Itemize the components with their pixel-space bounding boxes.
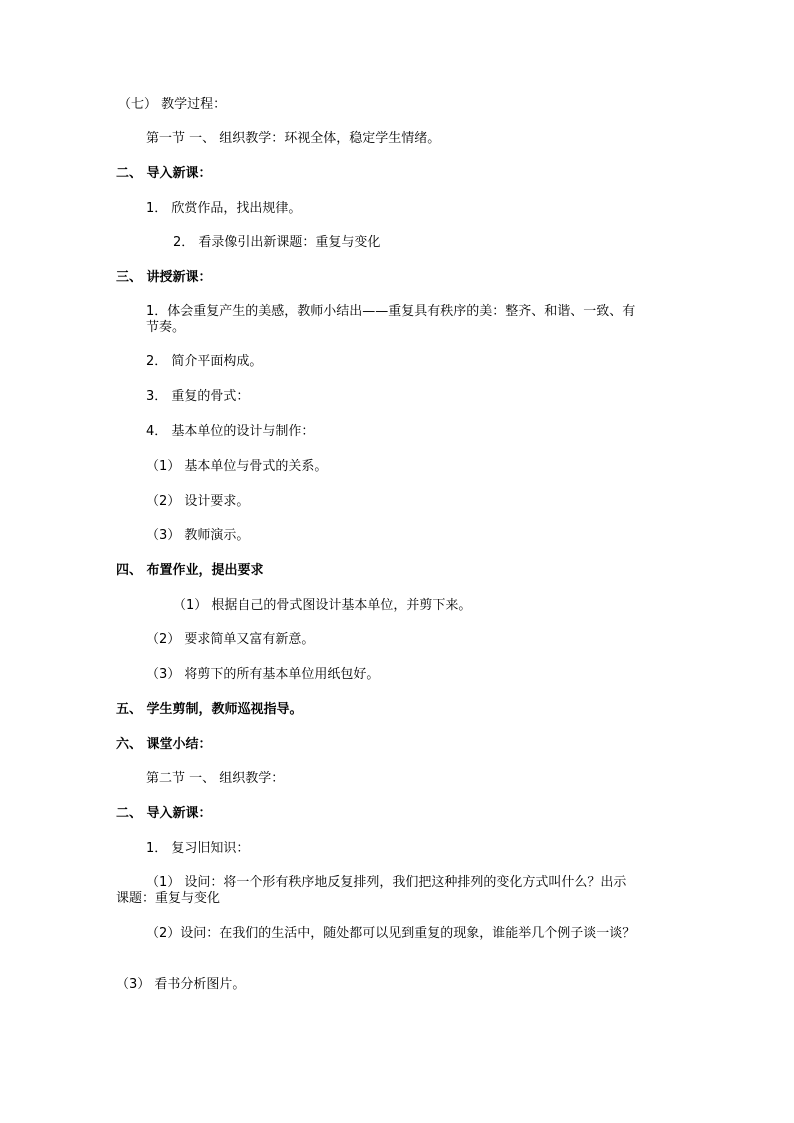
list-item: （1） 基本单位与骨式的关系。 [146,459,328,474]
paragraph: （2）设问：在我们的生活中，随处都可以见到重复的现象，谁能举几个例子谈一谈？ [146,926,636,941]
list-item: （2） 设计要求。 [146,494,250,509]
section-heading: 三、 讲授新课： [116,270,212,285]
section-heading: 六、 课堂小结： [116,737,212,752]
section-heading: 二、 导入新课： [116,166,212,181]
section-heading: 四、 布置作业，提出要求 [116,563,264,578]
list-item: 1． 复习旧知识： [146,841,250,856]
list-item: （2） 要求简单又富有新意。 [146,632,315,647]
section-heading: 二、 导入新课： [116,806,212,821]
list-item: 4． 基本单位的设计与制作： [146,424,315,439]
paragraph: （1） 设问：将一个形有秩序地反复排列，我们把这种排列的变化方式叫什么？出示课题：重复与变化 [116,875,627,906]
list-item: 3． 重复的骨式： [146,389,250,404]
list-item: 2． 简介平面构成。 [146,354,263,369]
section-heading: （七） 教学过程： [118,97,227,112]
paragraph: 第二节 一、 组织教学： [146,771,285,786]
list-item: （3） 将剪下的所有基本单位用纸包好。 [146,667,380,682]
list-item: （3） 看书分析图片。 [116,977,246,992]
list-item: （3） 教师演示。 [146,528,250,543]
list-item: 2． 看录像引出新课题：重复与变化 [173,235,381,250]
section-heading: 五、 学生剪制，教师巡视指导。 [116,702,303,717]
list-item: （1） 根据自己的骨式图设计基本单位，并剪下来。 [173,598,472,613]
paragraph: 第一节 一、 组织教学：环视全体，稳定学生情绪。 [146,131,441,146]
list-item: 1． 欣赏作品，找出规律。 [146,201,302,216]
paragraph: 1．体会重复产生的美感，教师小结出——重复具有秩序的美：整齐、和谐、一致、有节奏。 [146,304,636,335]
